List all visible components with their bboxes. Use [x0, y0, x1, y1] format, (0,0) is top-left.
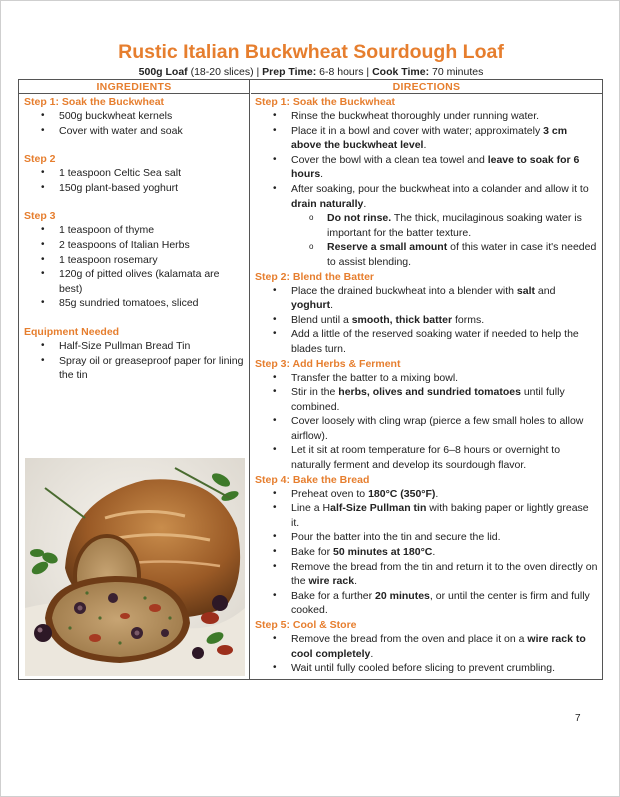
ingredients-step3-list [24, 223, 245, 311]
list-item: • 2 teaspoons of Italian Herbs [24, 238, 245, 253]
ingredients-step3-title: Step 3 [24, 210, 56, 223]
prep-value: 6-8 hours | [316, 66, 373, 78]
loaf-size: 500g Loaf [138, 66, 188, 78]
ingredients-column [19, 80, 250, 679]
list-item: • Place it in a bowl and cover with water; approximately 3 cm above the buckwheat level. [255, 124, 598, 153]
list-item: • 85g sundried tomatoes, sliced [24, 296, 245, 311]
list-item: • Bake for 50 minutes at 180°C. [255, 545, 598, 560]
list-item: • Pour the batter into the tin and secure the lid. [255, 530, 598, 545]
list-item: • After soaking, pour the buckwheat into a colander and allow it to drain naturally. o Do not rinse. The thick, mucilaginous soaking water is important for the batter texture. o Reserve a small amount of this water in case it's needed to assist blending. [255, 182, 598, 270]
list-item: • Cover the bowl with a clean tea towel and leave to soak for 6 hours. [255, 153, 598, 182]
directions-step4-list [255, 487, 598, 618]
directions-step5-list [255, 632, 598, 676]
list-item: • Cover loosely with cling wrap (pierce a few small holes to allow airflow). [255, 414, 598, 443]
list-item: • Line a Half-Size Pullman tin with baking paper or lightly grease it. [255, 501, 598, 530]
ingredients-step1-list [24, 109, 245, 138]
list-item: • Place the drained buckwheat into a blender with salt and yoghurt. [255, 284, 598, 313]
directions-header: DIRECTIONS [251, 80, 602, 94]
sub-item: o Reserve a small amount of this water in case it's needed to assist blending. [291, 240, 598, 269]
list-item: • Bake for a further 20 minutes, or until the center is firm and fully cooked. [255, 589, 598, 618]
list-item: • Transfer the batter to a mixing bowl. [255, 371, 598, 386]
cook-value: 70 minutes [429, 66, 484, 78]
directions-step2-list [255, 284, 598, 357]
list-item: • Add a little of the reserved soaking water if needed to help the blades turn. [255, 327, 598, 356]
list-item: • Rinse the buckwheat thoroughly under running water. [255, 109, 598, 124]
ingredients-header: INGREDIENTS [19, 80, 249, 94]
equipment-title: Equipment Needed [24, 325, 120, 338]
directions-column [251, 80, 602, 679]
list-item: • 500g buckwheat kernels [24, 109, 245, 124]
list-item: • Remove the bread from the tin and return it to the oven directly on the wire rack. [255, 560, 598, 589]
recipe-title: Rustic Italian Buckwheat Sourdough Loaf [118, 41, 504, 63]
sub-item: o Do not rinse. The thick, mucilaginous soaking water is important for the batter texture. [291, 211, 598, 240]
list-item: • Let it sit at room temperature for 6–8 hours or overnight to naturally ferment and develop its sourdough flavor. [255, 443, 598, 472]
page-number: 7 [575, 713, 581, 724]
sub-list [291, 211, 598, 269]
directions-step1-list [255, 109, 598, 270]
directions-step1-title: Step 1: Soak the Buckwheat [255, 96, 396, 108]
recipe-meta [1, 66, 620, 78]
ingredients-step2-title: Step 2 [24, 153, 56, 166]
prep-label: Prep Time: [262, 66, 317, 78]
slices: (18-20 slices) | [187, 66, 263, 78]
list-item: • Spray oil or greaseproof paper for lining the tin [24, 354, 245, 383]
directions-step4-title: Step 4: Bake the Bread [255, 473, 370, 486]
bread-photo [25, 458, 245, 676]
list-item: • Stir in the herbs, olives and sundried tomatoes until fully combined. [255, 385, 598, 414]
directions-step3-list [255, 371, 598, 473]
list-item: • 1 teaspoon Celtic Sea salt [24, 166, 245, 181]
ingredients-step2-list [24, 166, 245, 195]
list-item: • 150g plant-based yoghurt [24, 181, 245, 196]
list-item: • 1 teaspoon of thyme [24, 223, 245, 238]
list-item: • Preheat oven to 180°C (350°F). [255, 487, 598, 502]
list-item: • Cover with water and soak [24, 124, 245, 139]
list-item: • Wait until fully cooled before slicing to prevent crumbling. [255, 661, 598, 676]
list-item: • 120g of pitted olives (kalamata are best) [24, 267, 245, 296]
directions-step5-title: Step 5: Cool & Store [255, 619, 357, 631]
equipment-list [24, 339, 245, 383]
recipe-table [18, 79, 603, 680]
directions-step3-title: Step 3: Add Herbs & Ferment [255, 357, 401, 370]
cook-label: Cook Time: [372, 66, 430, 78]
ingredients-step1-title: Step 1: Soak the Buckwheat [24, 96, 165, 108]
list-item: • Half-Size Pullman Bread Tin [24, 339, 245, 354]
list-item: • Remove the bread from the oven and place it on a wire rack to cool completely. [255, 632, 598, 661]
directions-step2-title: Step 2: Blend the Batter [255, 270, 375, 283]
list-item: • 1 teaspoon rosemary [24, 253, 245, 268]
list-item: • Blend until a smooth, thick batter forms. [255, 313, 598, 328]
